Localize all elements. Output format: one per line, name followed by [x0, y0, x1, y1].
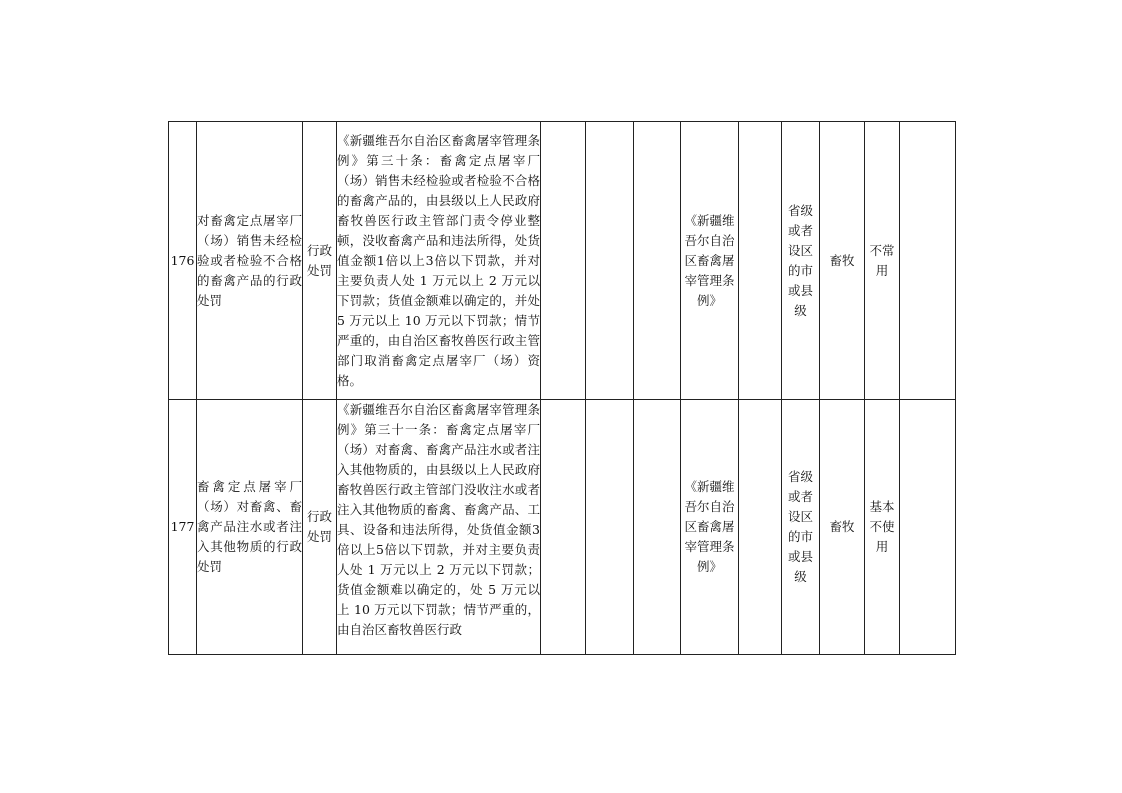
legal-basis: 《新疆维吾尔自治区畜禽屠宰管理条例》第三十条：畜禽定点屠宰厂（场）销售未经检验或者检验不合格的畜禽产品的，由县级以上人民政府畜牧兽医行政主管部门责令停业整顿，没收畜禽产品和违法所得，处货值金额1倍以上3倍以下罚款，并对主要负责人处 1 万元以上 2 万元以下罚款；货值金额难以确定的，并处 5 万元以上 10 万元以下罚款；情节严重的，由自治区畜牧兽医行政主管部门取消畜禽定点屠宰厂（场）资格。 — [337, 122, 541, 400]
department: 畜牧 — [820, 122, 865, 400]
empty-cell — [634, 400, 681, 655]
legal-basis-cell — [337, 400, 541, 655]
empty-cell — [586, 400, 634, 655]
empty-cell — [634, 122, 681, 400]
empty-cell — [739, 400, 782, 655]
department: 畜牧 — [820, 400, 865, 655]
item-type: 行政处罚 — [303, 122, 337, 400]
empty-cell — [541, 400, 586, 655]
implementing-level: 省级或者设区的市或县级 — [782, 122, 820, 400]
empty-cell — [541, 122, 586, 400]
usage-frequency: 基本不使用 — [865, 400, 900, 655]
administrative-penalty-table — [168, 121, 956, 655]
table-row — [169, 122, 956, 400]
item-type: 行政处罚 — [303, 400, 337, 655]
legal-basis: 《新疆维吾尔自治区畜禽屠宰管理条例》第三十一条：畜禽定点屠宰厂（场）对畜禽、畜禽产品注水或者注入其他物质的，由县级以上人民政府畜牧兽医行政主管部门没收注水或者注入其他物质的畜禽、畜禽产品、工具、设备和违法所得，处货值金额3倍以上5倍以下罚款，并对主要负责人处 1 万元以上 2 万元以下罚款；货值金额难以确定的，处 5 万元以上 10 万元以下罚款；情节严重的，由自治区畜牧兽医行政 — [337, 402, 540, 637]
row-number: 177 — [169, 400, 197, 655]
empty-cell — [900, 400, 956, 655]
table-row — [169, 400, 956, 655]
usage-frequency: 不常用 — [865, 122, 900, 400]
law-reference: 《新疆维吾尔自治区畜禽屠宰管理条例》 — [681, 400, 739, 655]
item-name: 对畜禽定点屠宰厂（场）销售未经检验或者检验不合格的畜禽产品的行政处罚 — [197, 122, 303, 400]
empty-cell — [900, 122, 956, 400]
empty-cell — [739, 122, 782, 400]
row-number: 176 — [169, 122, 197, 400]
implementing-level: 省级或者设区的市或县级 — [782, 400, 820, 655]
item-name: 畜禽定点屠宰厂（场）对畜禽、畜禽产品注水或者注入其他物质的行政处罚 — [197, 400, 303, 655]
empty-cell — [586, 122, 634, 400]
law-reference: 《新疆维吾尔自治区畜禽屠宰管理条例》 — [681, 122, 739, 400]
